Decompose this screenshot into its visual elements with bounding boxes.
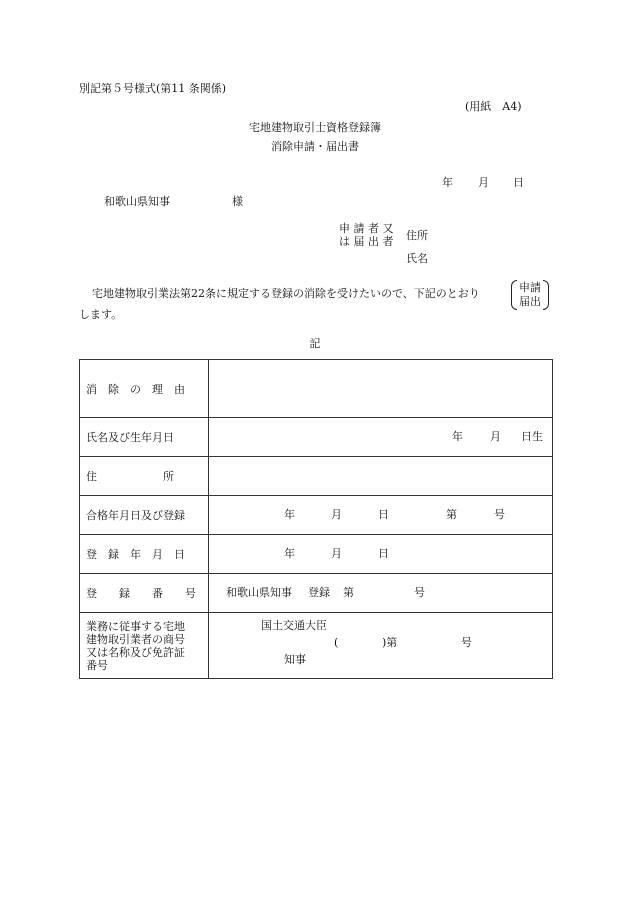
address-label: 住 所 [80, 457, 209, 496]
row-address [80, 457, 553, 496]
document-subtitle: 消除申請・届出書 [271, 140, 359, 153]
pass-no-label: 第 [446, 508, 457, 521]
reg-no-go: 号 [414, 586, 425, 599]
dob-day-label: 日生 [521, 430, 543, 443]
pass-day-label: 日 [378, 508, 389, 521]
form-table [79, 359, 553, 679]
pass-month-label: 月 [331, 508, 342, 521]
name-dob-label: 氏名及び生年月日 [80, 418, 209, 457]
pass-field[interactable] [209, 496, 553, 535]
reg-no-field[interactable] [209, 574, 553, 613]
reg-no-dai: 第 [343, 586, 354, 599]
business-field[interactable] [209, 613, 553, 679]
pass-label: 合格年月日及び登録 [80, 496, 209, 535]
applicant-role-line1: 申 請 者 又 [339, 222, 394, 235]
business-label-line1: 業務に従事する宅地 [86, 619, 185, 633]
business-label-line3: 又は名称及び免許証 [86, 645, 185, 659]
name-dob-field[interactable] [209, 418, 553, 457]
reg-no-touroku: 登録 [308, 586, 330, 599]
license-governor: 知事 [284, 652, 306, 666]
row-reg-date [80, 535, 553, 574]
ki-heading: 記 [309, 337, 321, 350]
bracket-left [511, 280, 517, 310]
business-label-line2: 建物取引業者の商号 [86, 632, 185, 646]
business-label-line4: 番号 [86, 658, 108, 672]
reg-no-label: 登 録 番 号 [80, 574, 209, 613]
body-text-line2: します。 [79, 308, 123, 321]
address-field[interactable] [209, 457, 553, 496]
row-reason [80, 360, 553, 418]
form-number: 別記第５号様式(第11 条関係) [79, 82, 227, 95]
dob-year-label: 年 [452, 430, 463, 443]
row-business [80, 613, 553, 679]
date-month-label: 月 [478, 176, 489, 189]
dob-month-label: 月 [490, 430, 501, 443]
row-reg-no [80, 574, 553, 613]
pass-year-label: 年 [284, 508, 295, 521]
row-pass [80, 496, 553, 535]
reg-month-label: 月 [331, 547, 342, 560]
pass-go-label: 号 [494, 508, 505, 521]
license-paren-close: )第 [382, 635, 398, 649]
row-name-dob [80, 418, 553, 457]
reason-label: 消 除 の 理 由 [80, 360, 209, 418]
addressee-honorific: 様 [232, 195, 243, 208]
reg-year-label: 年 [284, 547, 295, 560]
business-label [80, 613, 209, 679]
application-type-bracket [511, 280, 549, 310]
reg-date-label: 登 録 年 月 日 [80, 535, 209, 574]
applicant-address-label: 住所 [406, 229, 428, 242]
paper-size: (用紙 A4) [465, 100, 522, 113]
reason-field[interactable] [209, 360, 553, 418]
date-day-label: 日 [513, 176, 524, 189]
applicant-role-line2: は 届 出 者 [339, 235, 394, 248]
bracket-option-apply: 申請 [519, 281, 541, 294]
document-title: 宅地建物取引士資格登録簿 [249, 121, 381, 134]
bracket-right [543, 280, 549, 310]
license-paren-open: ( [334, 635, 339, 649]
bracket-option-notify: 届出 [519, 295, 541, 308]
license-minister: 国土交通大臣 [261, 618, 327, 632]
reg-date-field[interactable] [209, 535, 553, 574]
applicant-name-label: 氏名 [406, 252, 428, 265]
body-text-line1: 宅地建物取引業法第22条に規定する登録の消除を受けたいので、下記のとおり [92, 287, 480, 300]
reg-no-prefecture: 和歌山県知事 [226, 586, 292, 599]
license-go: 号 [461, 635, 472, 649]
date-year-label: 年 [442, 176, 453, 189]
addressee-name: 和歌山県知事 [104, 195, 170, 208]
reg-day-label: 日 [378, 547, 389, 560]
